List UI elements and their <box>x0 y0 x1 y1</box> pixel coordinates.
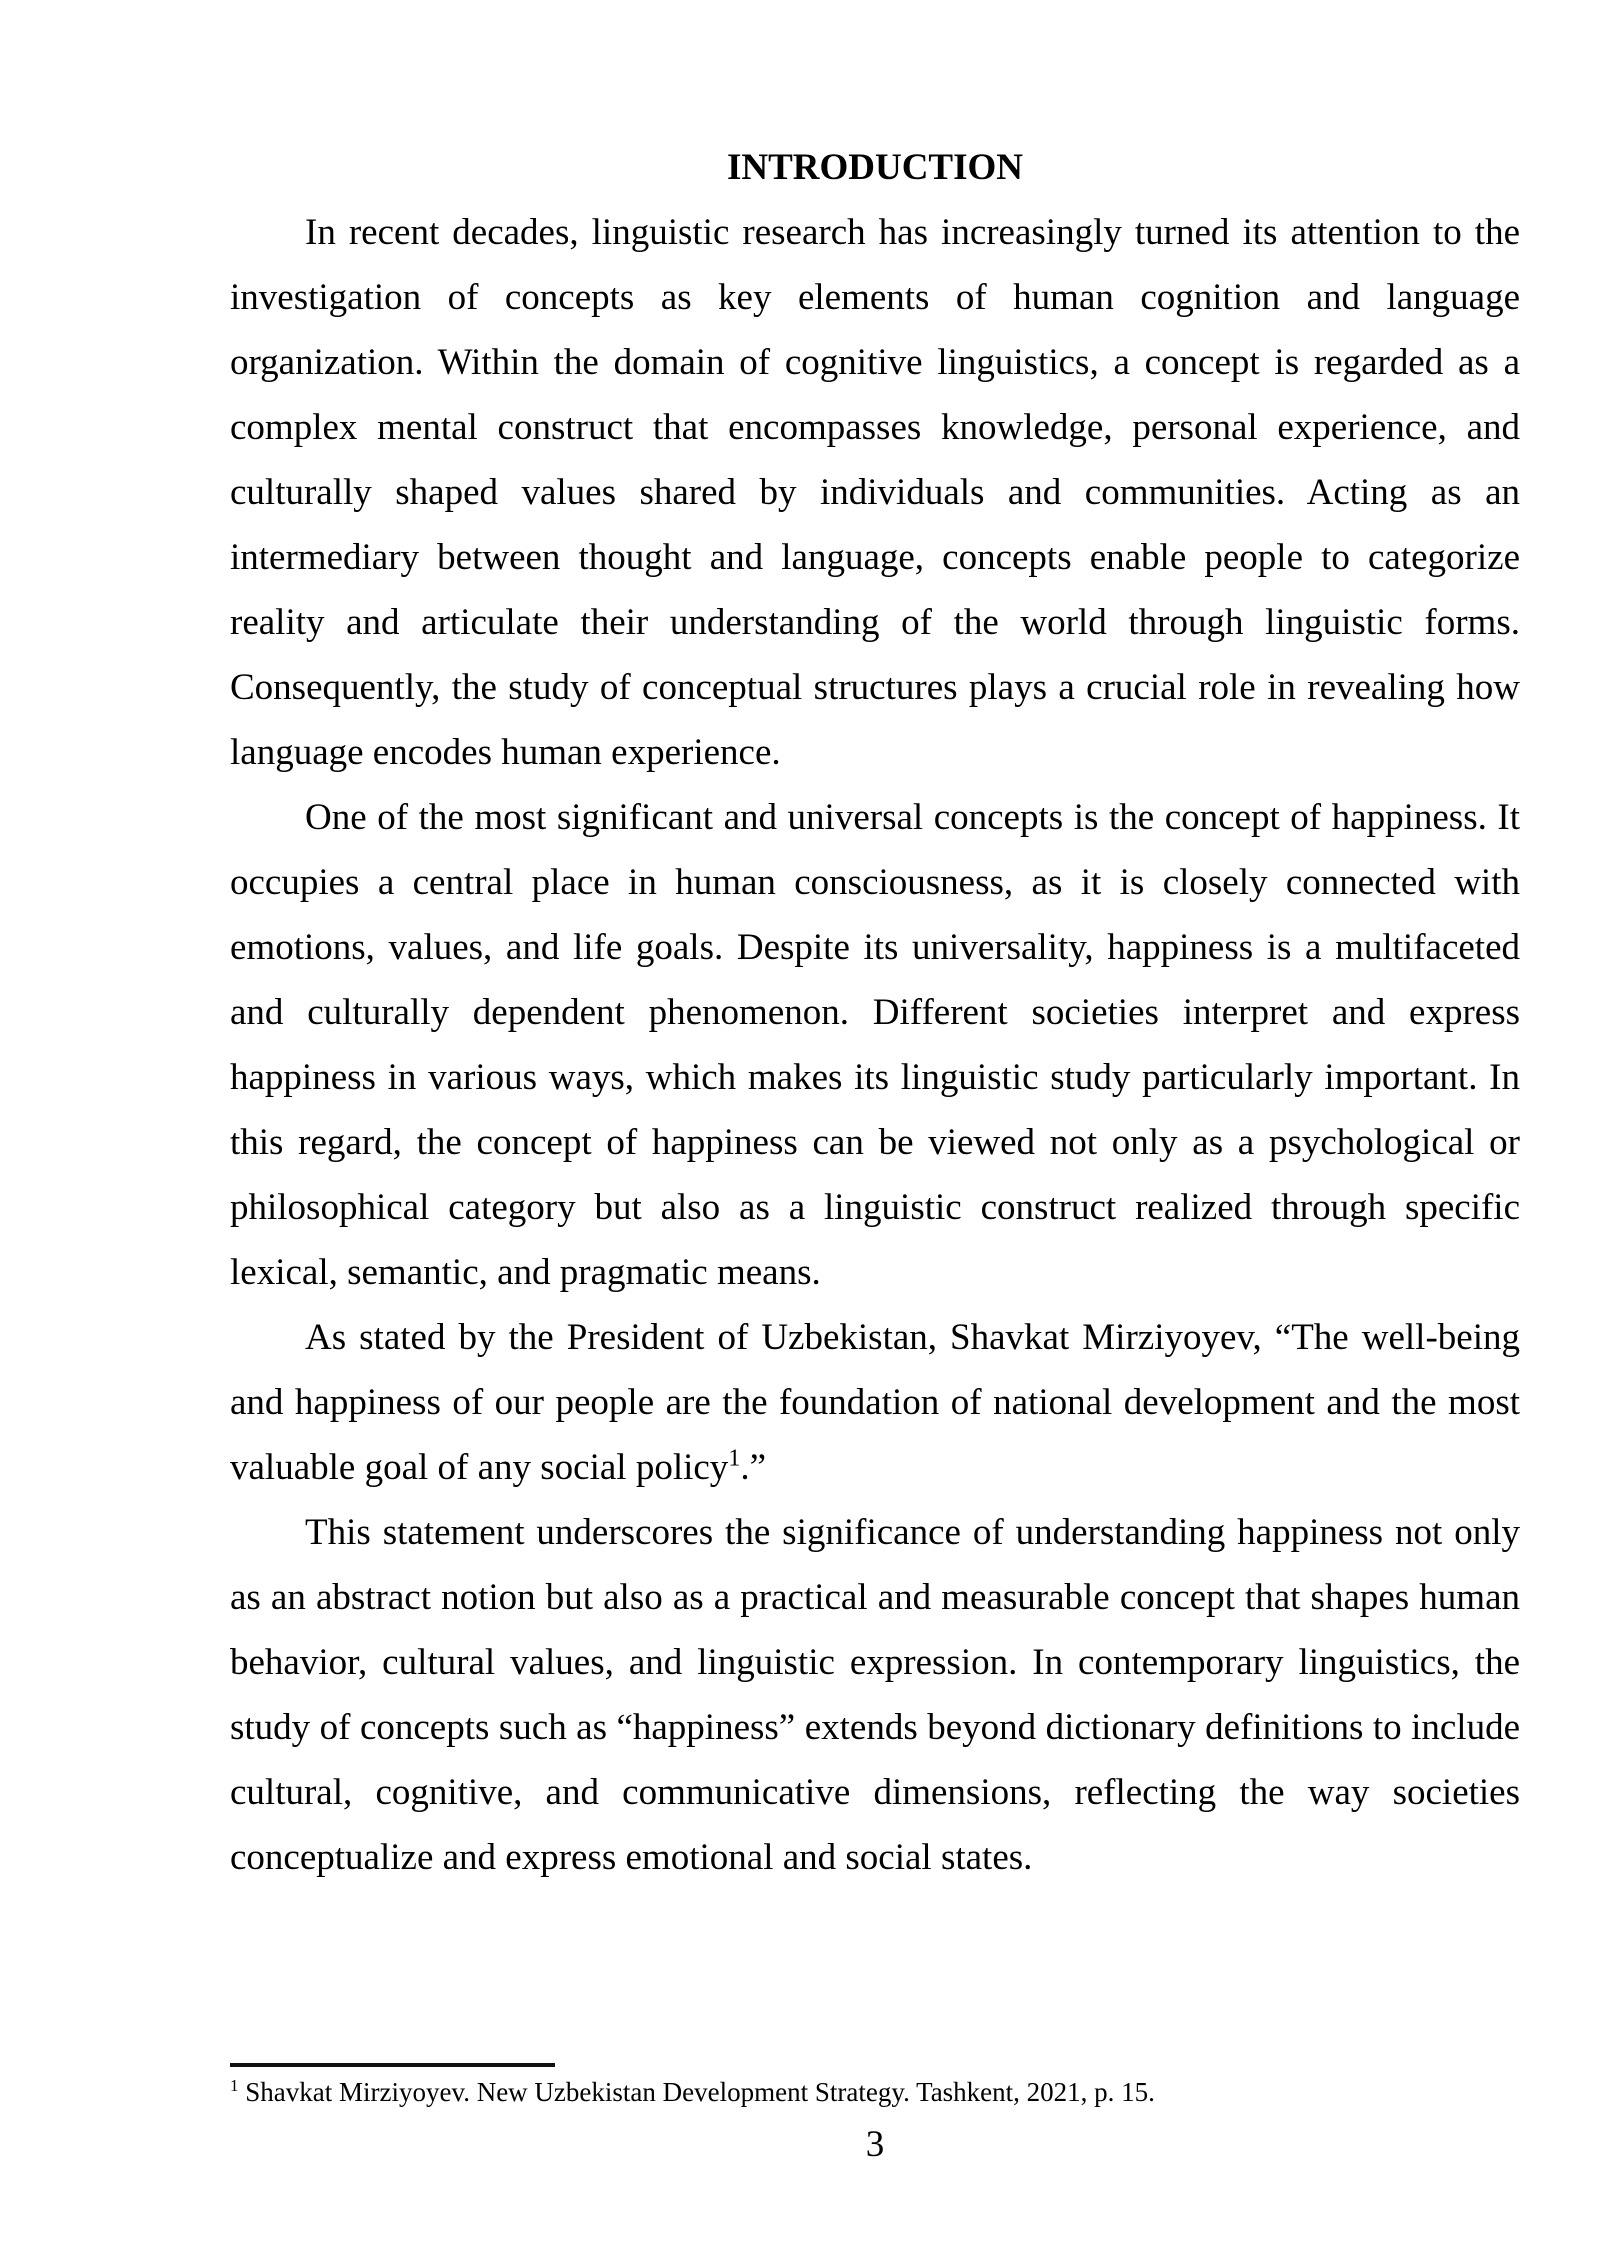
footnote-text: Shavkat Mirziyoyev. New Uzbekistan Development Strategy. Tashkent, 2021, p. 15. <box>245 2077 1155 2107</box>
paragraph-president-quote <box>230 1305 1520 1500</box>
quote-closing: .” <box>740 1447 766 1488</box>
paragraph-happiness-concept: One of the most significant and universal concepts is the concept of happiness. It occupies a central place in human consciousness, as it is closely connected with emotions, values, and life goals. Despite its universality, happiness is a multifaceted and culturally dependent phenomenon. Different societies interpret and express happiness in various ways, which makes its linguistic study particularly important. In this regard, the concept of happiness can be viewed not only as a psychological or philosophical category but also as a linguistic construct realized through specific lexical, semantic, and pragmatic means. <box>230 797 1520 1293</box>
footnote-area <box>230 2063 1520 2109</box>
section-title: INTRODUCTION <box>726 147 1024 188</box>
paragraph-statement-significance: This statement underscores the significance of understanding happiness not only as an abstract notion but also as a practical and measurable concept that shapes human behavior, cultural values, and linguistic expression. In contemporary linguistics, the study of concepts such as “happiness” extends beyond dictionary definitions to include cultural, cognitive, and communicative dimensions, reflecting the way societies conceptualize and express emotional and social states. <box>230 1512 1520 1878</box>
page-number: 3 <box>865 2124 885 2165</box>
footnote <box>230 2075 1520 2109</box>
footnote-marker: 1 <box>230 2076 239 2095</box>
footnote-reference: 1 <box>728 1445 741 1472</box>
paragraph-intro-concepts: In recent decades, linguistic research has increasingly turned its attention to the investigation of concepts as key elements of human cognition and language organization. Within the domain of cognitive linguistics, a concept is regarded as a complex mental construct that encompasses knowledge, personal experience, and culturally shaped values shared by individuals and communities. Acting as an intermediary between thought and language, concepts enable people to categorize reality and articulate their understanding of the world through linguistic forms. Consequently, the study of conceptual structures plays a crucial role in revealing how language encodes human experience. <box>230 212 1520 773</box>
footnote-separator <box>230 2063 555 2067</box>
page-content <box>230 135 1520 1890</box>
quote-text: As stated by the President of Uzbekistan, Shavkat Mirziyoyev, “The well-being and happiness of our people are the foundation of national development and the most valuable goal of any social policy <box>230 1317 1520 1488</box>
